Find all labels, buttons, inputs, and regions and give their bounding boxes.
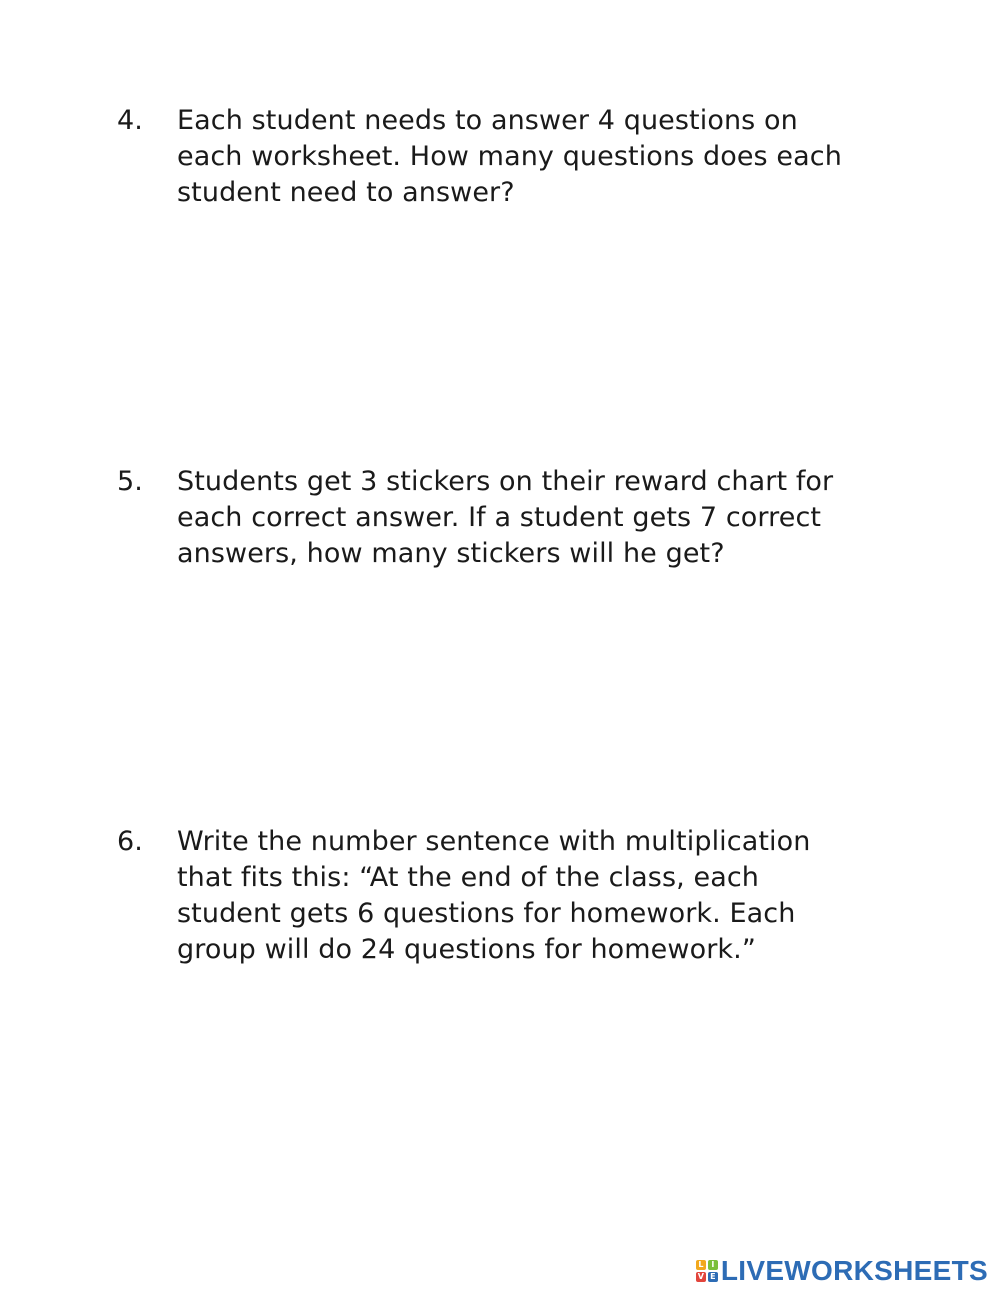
question-number: 6.	[117, 826, 143, 857]
liveworksheets-watermark	[696, 1254, 988, 1288]
question-number: 4.	[117, 105, 143, 136]
brand-text: LIVEWORKSHEETS	[720, 1255, 988, 1286]
question-number: 5.	[117, 466, 143, 497]
logo-cell: V	[697, 1272, 704, 1281]
question-text: Write the number sentence with multiplication that fits this: “At the end of the class, each student gets 6 questions for homework. Each group will do 24 questions for homework.”	[177, 826, 811, 965]
logo-cell: E	[708, 1272, 718, 1282]
question-text: Each student needs to answer 4 questions on each worksheet. How many questions does each student need to answer?	[177, 105, 842, 208]
liveworksheets-logo-icon	[696, 1260, 718, 1282]
logo-cell: I	[708, 1260, 718, 1270]
logo-cell: L	[696, 1260, 706, 1270]
question-text: Students get 3 stickers on their reward chart for each correct answer. If a student gets 7 correct answers, how many stickers will he get?	[177, 466, 834, 569]
